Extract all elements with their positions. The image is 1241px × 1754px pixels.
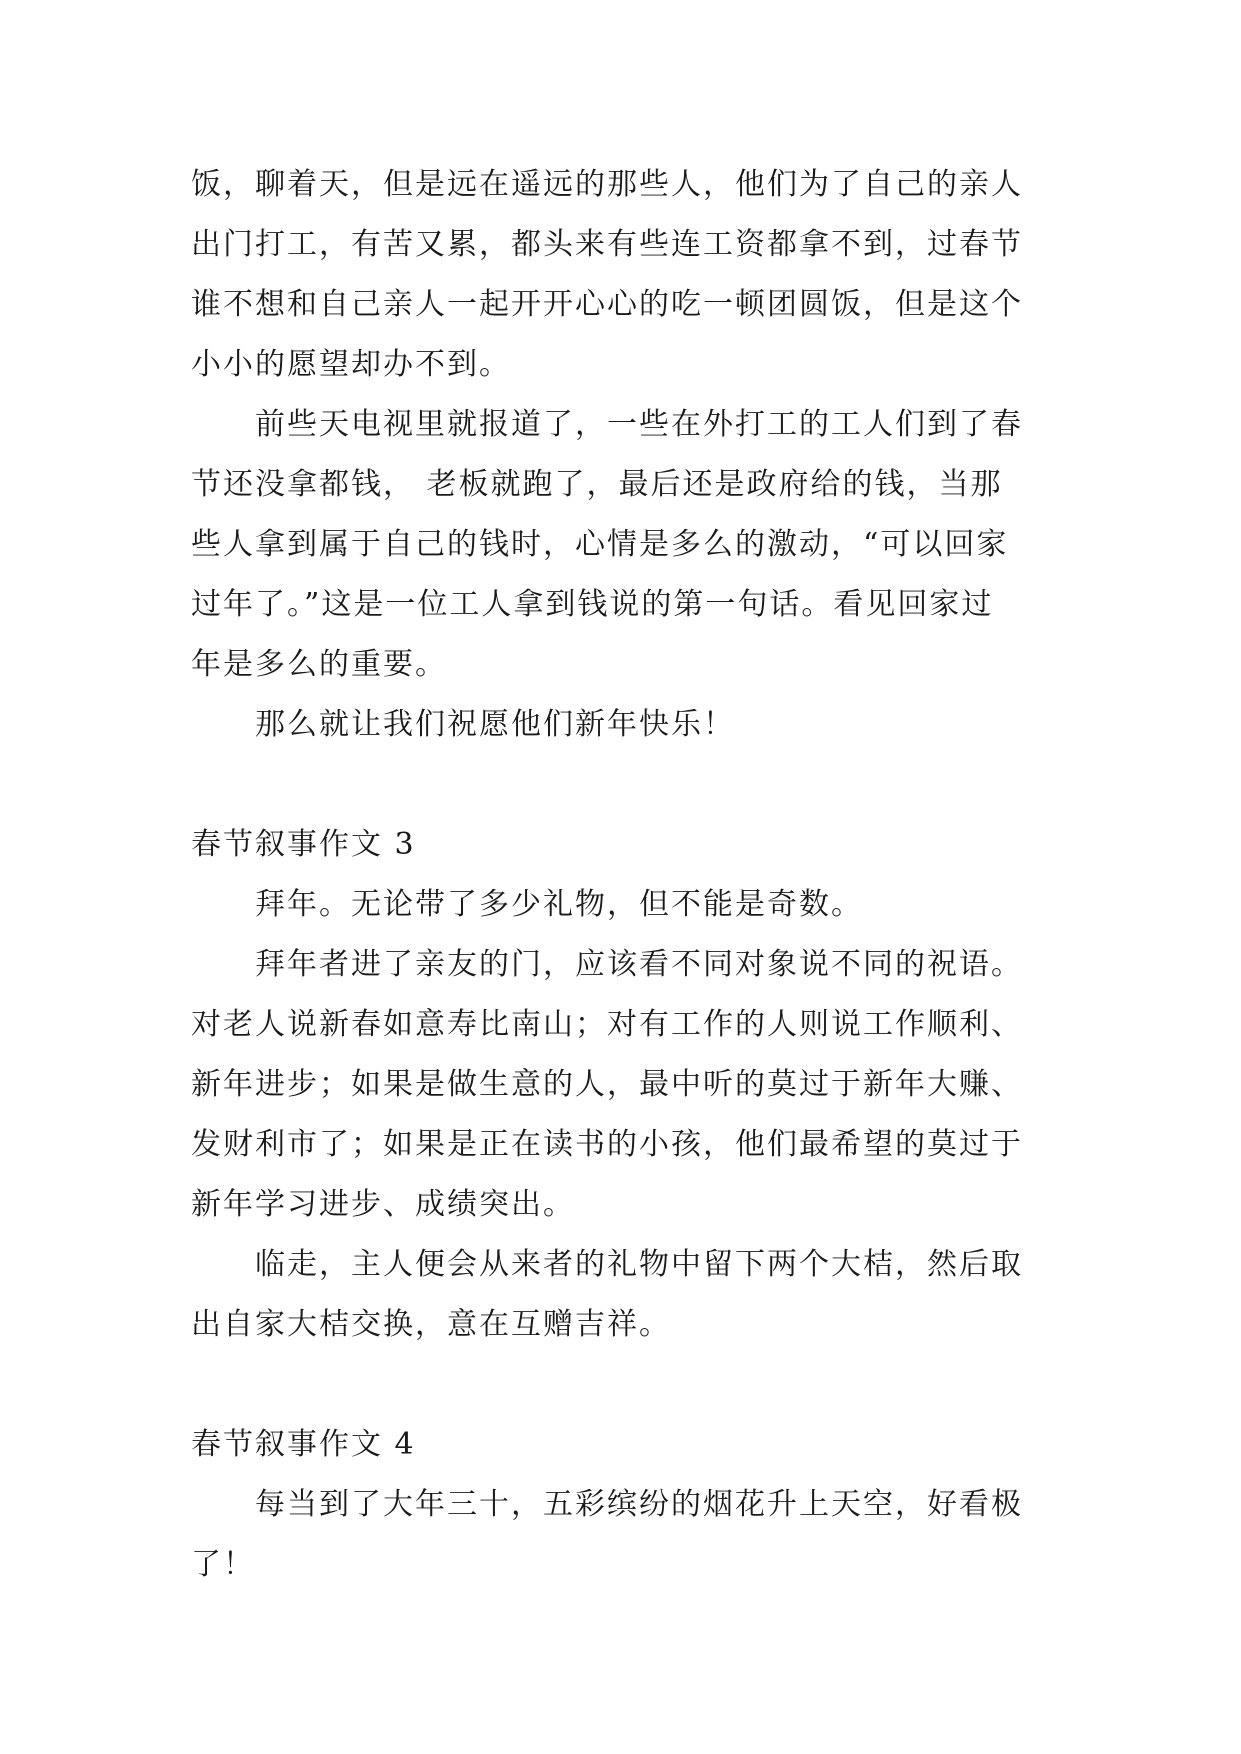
paragraph (191, 395, 1061, 695)
text-line: 拜年者进了亲友的门，应该看不同对象说不同的祝语。 (255, 947, 1023, 982)
section-gap (191, 755, 1061, 815)
text-line: 那么就让我们祝愿他们新年快乐！ (255, 707, 735, 742)
text-line: 每当到了大年三十，五彩缤纷的烟花升上天空，好看极 (255, 1487, 1023, 1522)
paragraph (191, 155, 1061, 395)
text-line: 新年学习进步、成绩突出。 (191, 1187, 575, 1222)
text-line: 出自家大桔交换，意在互赠吉祥。 (191, 1307, 671, 1342)
paragraph (191, 875, 1061, 935)
text-line: 新年进步；如果是做生意的人，最中听的莫过于新年大赚、 (191, 1067, 1023, 1102)
text-line: 临走，主人便会从来者的礼物中留下两个大桔，然后取 (255, 1247, 1023, 1282)
text-line: 过年了。”这是一位工人拿到钱说的第一句话。看见回家过 (191, 587, 994, 622)
text-line: 年是多么的重要。 (191, 647, 447, 682)
text-line: 出门打工，有苦又累，都头来有些连工资都拿不到，过春节 (191, 227, 1023, 262)
section-continuation (191, 155, 1061, 755)
text-line: 节还没拿都钱， 老板就跑了，最后还是政府给的钱，当那 (191, 467, 1003, 502)
section-essay-3 (191, 815, 1061, 1355)
paragraph (191, 1235, 1061, 1355)
text-line: 拜年。无论带了多少礼物，但不能是奇数。 (255, 887, 863, 922)
text-line: 发财利市了；如果是正在读书的小孩，他们最希望的莫过于 (191, 1127, 1023, 1162)
text-line: 前些天电视里就报道了，一些在外打工的工人们到了春 (255, 407, 1023, 442)
paragraph (191, 1475, 1061, 1595)
paragraph (191, 695, 1061, 755)
document-page (191, 155, 1061, 1595)
section-heading: 春节叙事作文 4 (191, 1427, 416, 1462)
section-essay-4 (191, 1415, 1061, 1595)
paragraph (191, 935, 1061, 1235)
text-line: 了！ (191, 1547, 255, 1582)
text-line: 饭，聊着天，但是远在遥远的那些人，他们为了自己的亲人 (191, 167, 1023, 202)
text-line: 谁不想和自己亲人一起开开心心的吃一顿团圆饭，但是这个 (191, 287, 1023, 322)
text-line: 对老人说新春如意寿比南山；对有工作的人则说工作顺利、 (191, 1007, 1023, 1042)
section-gap (191, 1355, 1061, 1415)
text-line: 些人拿到属于自己的钱时，心情是多么的激动，“可以回家 (191, 527, 1009, 562)
text-line: 小小的愿望却办不到。 (191, 347, 511, 382)
section-heading: 春节叙事作文 3 (191, 827, 416, 862)
